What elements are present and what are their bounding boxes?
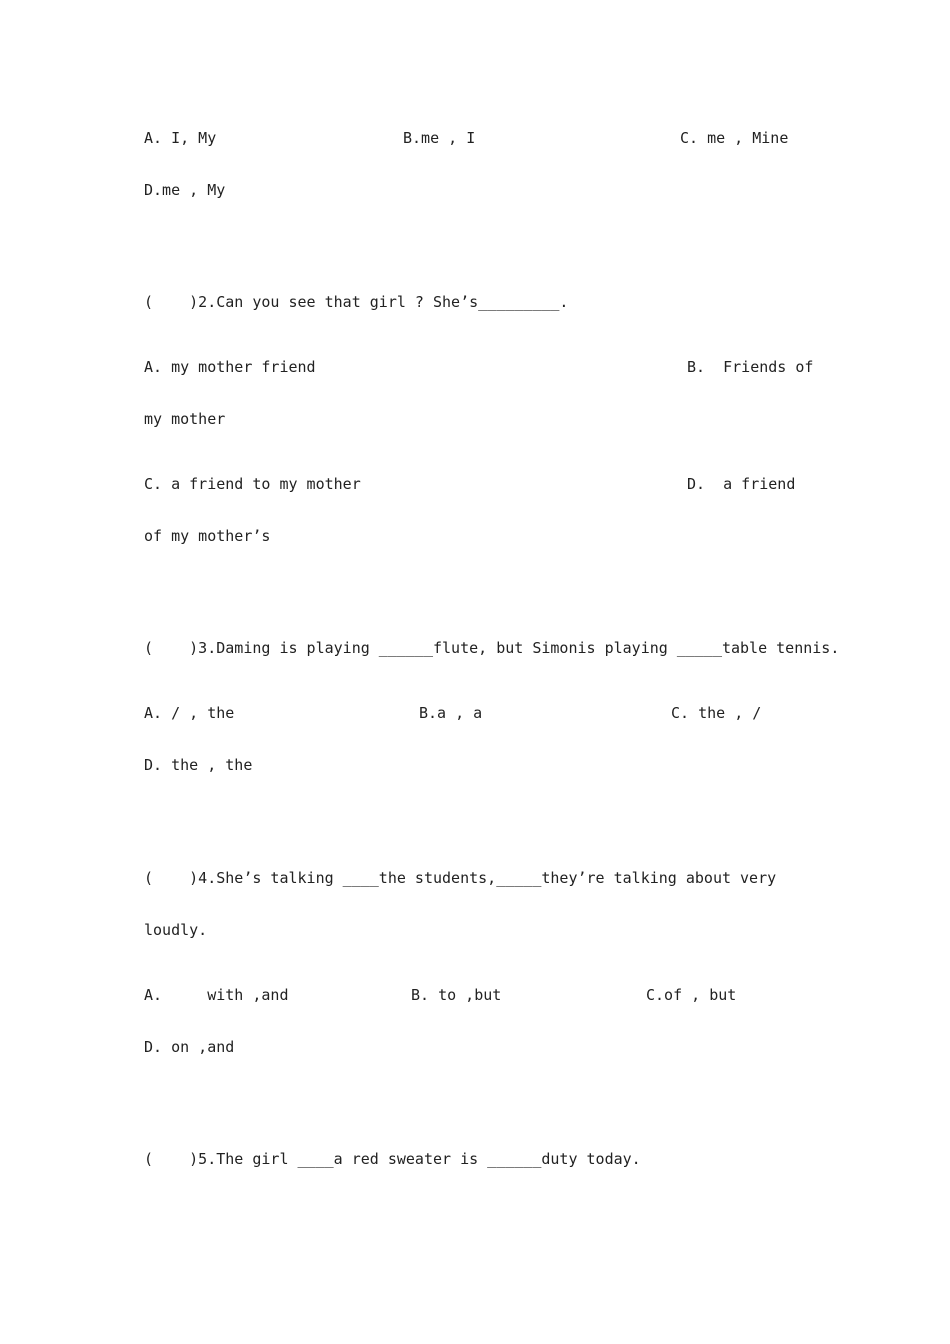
q4-option-d: D. on ,and <box>144 1038 235 1056</box>
q3-option-a: A. / , the <box>144 704 235 722</box>
q5-stem: ( )5.The girl ____a red sweater is ______duty today. <box>144 1150 641 1168</box>
q2-option-a: A. my mother friend <box>144 358 316 376</box>
q2-option-d: D. a friend <box>687 475 796 493</box>
q4-option-c: C.of , but <box>646 986 737 1004</box>
q2-option-b-continued: my mother <box>144 410 226 428</box>
q3-option-d: D. the , the <box>144 756 253 774</box>
q2-option-c: C. a friend to my mother <box>144 475 361 493</box>
q1-option-d: D.me , My <box>144 181 226 199</box>
q1-option-c: C. me , Mine <box>680 129 789 147</box>
q3-option-c: C. the , / <box>671 704 762 722</box>
q4-option-a: A. with ,and <box>144 986 289 1004</box>
q2-option-d-continued: of my mother’s <box>144 527 271 545</box>
q1-option-a: A. I, My <box>144 129 217 147</box>
q2-stem: ( )2.Can you see that girl ? She’s_________. <box>144 293 569 311</box>
q4-option-b: B. to ,but <box>411 986 502 1004</box>
q2-option-b: B. Friends of <box>687 358 814 376</box>
q4-stem: ( )4.She’s talking ____the students,_____they’re talking about very <box>144 869 777 887</box>
q3-stem: ( )3.Daming is playing ______flute, but Simonis playing _____table tennis. <box>144 639 840 657</box>
q4-stem-continued: loudly. <box>144 921 208 939</box>
q1-option-b: B.me , I <box>403 129 476 147</box>
q3-option-b: B.a , a <box>419 704 483 722</box>
